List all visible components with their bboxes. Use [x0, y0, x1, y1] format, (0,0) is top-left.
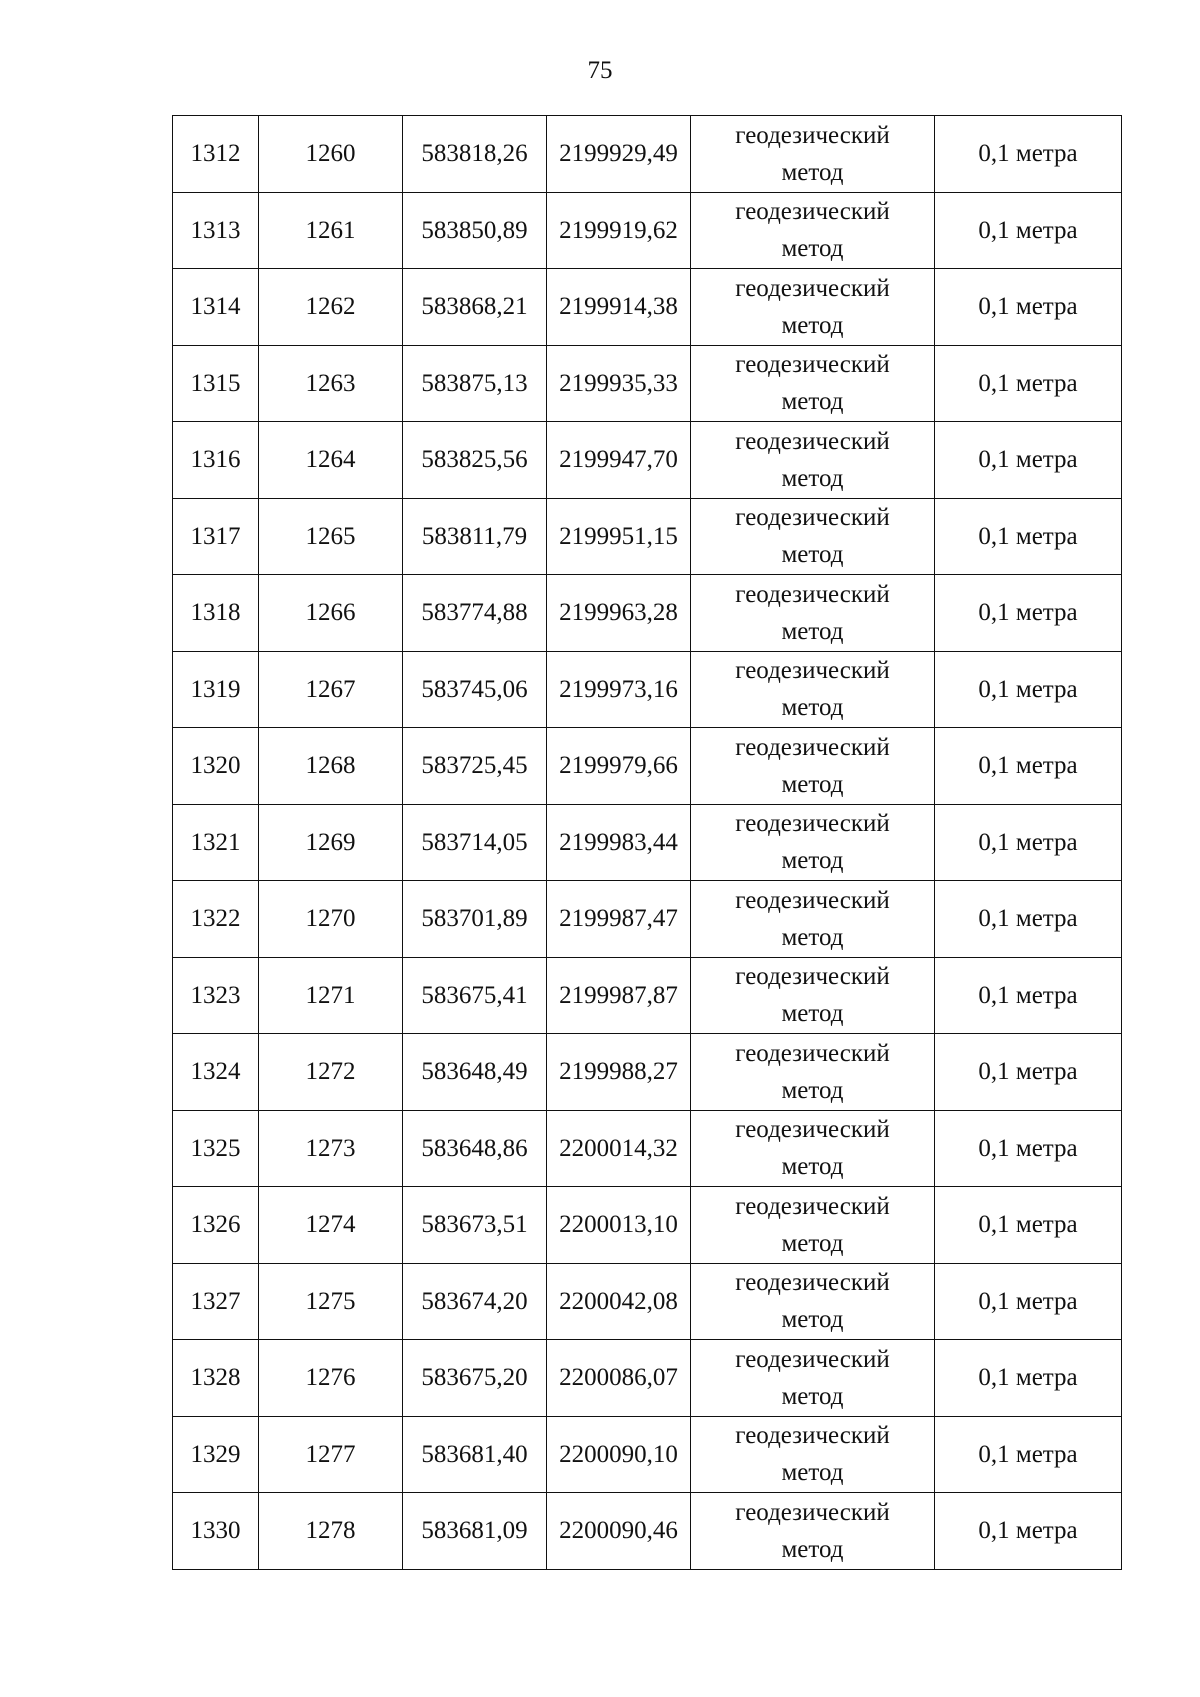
x-coordinate-cell: 583825,56 [403, 422, 547, 499]
prev-number-cell: 1272 [259, 1034, 403, 1111]
method-cell [691, 728, 935, 805]
x-coordinate-cell: 583850,89 [403, 192, 547, 269]
accuracy-cell: 0,1 метра [935, 1416, 1122, 1493]
prev-number-cell: 1261 [259, 192, 403, 269]
x-coordinate-cell: 583745,06 [403, 651, 547, 728]
table-row [173, 269, 1122, 346]
method-text: геодезический метод [735, 198, 890, 263]
method-cell [691, 498, 935, 575]
method-text: геодезический метод [735, 1345, 890, 1410]
method-text: геодезический метод [735, 657, 890, 722]
x-coordinate-cell: 583701,89 [403, 881, 547, 958]
method-text: геодезический метод [735, 1192, 890, 1257]
x-coordinate-cell: 583648,86 [403, 1110, 547, 1187]
method-text: геодезический метод [735, 1422, 890, 1487]
x-coordinate-cell: 583818,26 [403, 116, 547, 193]
point-number-cell: 1318 [173, 575, 259, 652]
method-text: геодезический метод [735, 886, 890, 951]
y-coordinate-cell: 2199983,44 [547, 804, 691, 881]
table-row [173, 575, 1122, 652]
method-cell [691, 1340, 935, 1417]
accuracy-cell: 0,1 метра [935, 498, 1122, 575]
y-coordinate-cell: 2199963,28 [547, 575, 691, 652]
y-coordinate-cell: 2199951,15 [547, 498, 691, 575]
prev-number-cell: 1270 [259, 881, 403, 958]
table-row [173, 804, 1122, 881]
prev-number-cell: 1278 [259, 1493, 403, 1570]
x-coordinate-cell: 583681,09 [403, 1493, 547, 1570]
accuracy-cell: 0,1 метра [935, 651, 1122, 728]
accuracy-cell: 0,1 метра [935, 116, 1122, 193]
method-cell [691, 957, 935, 1034]
method-text: геодезический метод [735, 274, 890, 339]
point-number-cell: 1329 [173, 1416, 259, 1493]
x-coordinate-cell: 583674,20 [403, 1263, 547, 1340]
method-text: геодезический метод [735, 1116, 890, 1181]
method-text: геодезический метод [735, 580, 890, 645]
accuracy-cell: 0,1 метра [935, 881, 1122, 958]
point-number-cell: 1320 [173, 728, 259, 805]
table-row [173, 192, 1122, 269]
table-row [173, 422, 1122, 499]
method-text: геодезический метод [735, 1269, 890, 1334]
point-number-cell: 1314 [173, 269, 259, 346]
x-coordinate-cell: 583875,13 [403, 345, 547, 422]
table-row [173, 957, 1122, 1034]
prev-number-cell: 1274 [259, 1187, 403, 1264]
accuracy-cell: 0,1 метра [935, 575, 1122, 652]
prev-number-cell: 1262 [259, 269, 403, 346]
x-coordinate-cell: 583681,40 [403, 1416, 547, 1493]
table-row [173, 1493, 1122, 1570]
prev-number-cell: 1260 [259, 116, 403, 193]
table-row [173, 345, 1122, 422]
point-number-cell: 1327 [173, 1263, 259, 1340]
y-coordinate-cell: 2199914,38 [547, 269, 691, 346]
method-cell [691, 345, 935, 422]
coordinates-table [172, 115, 1122, 1570]
table-row [173, 1110, 1122, 1187]
point-number-cell: 1319 [173, 651, 259, 728]
accuracy-cell: 0,1 метра [935, 1187, 1122, 1264]
prev-number-cell: 1271 [259, 957, 403, 1034]
method-text: геодезический метод [735, 427, 890, 492]
method-text: геодезический метод [735, 963, 890, 1028]
table-row [173, 1340, 1122, 1417]
method-text: геодезический метод [735, 733, 890, 798]
prev-number-cell: 1263 [259, 345, 403, 422]
prev-number-cell: 1277 [259, 1416, 403, 1493]
y-coordinate-cell: 2200090,10 [547, 1416, 691, 1493]
method-cell [691, 804, 935, 881]
accuracy-cell: 0,1 метра [935, 1034, 1122, 1111]
table-body [173, 116, 1122, 1570]
method-cell [691, 575, 935, 652]
x-coordinate-cell: 583868,21 [403, 269, 547, 346]
prev-number-cell: 1266 [259, 575, 403, 652]
y-coordinate-cell: 2200086,07 [547, 1340, 691, 1417]
x-coordinate-cell: 583714,05 [403, 804, 547, 881]
accuracy-cell: 0,1 метра [935, 1493, 1122, 1570]
prev-number-cell: 1275 [259, 1263, 403, 1340]
method-text: геодезический метод [735, 351, 890, 416]
method-cell [691, 1187, 935, 1264]
method-text: геодезический метод [735, 810, 890, 875]
point-number-cell: 1317 [173, 498, 259, 575]
method-cell [691, 651, 935, 728]
x-coordinate-cell: 583673,51 [403, 1187, 547, 1264]
y-coordinate-cell: 2199979,66 [547, 728, 691, 805]
table-row [173, 728, 1122, 805]
prev-number-cell: 1276 [259, 1340, 403, 1417]
point-number-cell: 1324 [173, 1034, 259, 1111]
prev-number-cell: 1273 [259, 1110, 403, 1187]
accuracy-cell: 0,1 метра [935, 957, 1122, 1034]
x-coordinate-cell: 583725,45 [403, 728, 547, 805]
y-coordinate-cell: 2199935,33 [547, 345, 691, 422]
x-coordinate-cell: 583811,79 [403, 498, 547, 575]
y-coordinate-cell: 2199919,62 [547, 192, 691, 269]
method-text: геодезический метод [735, 121, 890, 186]
table-row [173, 498, 1122, 575]
point-number-cell: 1316 [173, 422, 259, 499]
y-coordinate-cell: 2200090,46 [547, 1493, 691, 1570]
method-cell [691, 1034, 935, 1111]
table-row [173, 881, 1122, 958]
point-number-cell: 1313 [173, 192, 259, 269]
point-number-cell: 1325 [173, 1110, 259, 1187]
method-cell [691, 192, 935, 269]
x-coordinate-cell: 583648,49 [403, 1034, 547, 1111]
prev-number-cell: 1265 [259, 498, 403, 575]
method-text: геодезический метод [735, 1498, 890, 1563]
prev-number-cell: 1269 [259, 804, 403, 881]
point-number-cell: 1321 [173, 804, 259, 881]
y-coordinate-cell: 2199987,47 [547, 881, 691, 958]
y-coordinate-cell: 2199929,49 [547, 116, 691, 193]
accuracy-cell: 0,1 метра [935, 345, 1122, 422]
x-coordinate-cell: 583675,20 [403, 1340, 547, 1417]
table-row [173, 1416, 1122, 1493]
y-coordinate-cell: 2199973,16 [547, 651, 691, 728]
accuracy-cell: 0,1 метра [935, 192, 1122, 269]
x-coordinate-cell: 583774,88 [403, 575, 547, 652]
accuracy-cell: 0,1 метра [935, 728, 1122, 805]
point-number-cell: 1330 [173, 1493, 259, 1570]
method-cell [691, 1110, 935, 1187]
table-row [173, 1034, 1122, 1111]
method-cell [691, 1493, 935, 1570]
prev-number-cell: 1268 [259, 728, 403, 805]
y-coordinate-cell: 2200042,08 [547, 1263, 691, 1340]
y-coordinate-cell: 2200014,32 [547, 1110, 691, 1187]
y-coordinate-cell: 2199947,70 [547, 422, 691, 499]
point-number-cell: 1315 [173, 345, 259, 422]
method-text: геодезический метод [735, 1039, 890, 1104]
accuracy-cell: 0,1 метра [935, 1263, 1122, 1340]
method-cell [691, 422, 935, 499]
table-row [173, 651, 1122, 728]
table-row [173, 1263, 1122, 1340]
accuracy-cell: 0,1 метра [935, 1110, 1122, 1187]
point-number-cell: 1322 [173, 881, 259, 958]
accuracy-cell: 0,1 метра [935, 422, 1122, 499]
table-row [173, 116, 1122, 193]
prev-number-cell: 1267 [259, 651, 403, 728]
method-cell [691, 881, 935, 958]
point-number-cell: 1326 [173, 1187, 259, 1264]
method-cell [691, 1416, 935, 1493]
y-coordinate-cell: 2199988,27 [547, 1034, 691, 1111]
accuracy-cell: 0,1 метра [935, 1340, 1122, 1417]
table-row [173, 1187, 1122, 1264]
accuracy-cell: 0,1 метра [935, 269, 1122, 346]
point-number-cell: 1312 [173, 116, 259, 193]
method-text: геодезический метод [735, 504, 890, 569]
accuracy-cell: 0,1 метра [935, 804, 1122, 881]
prev-number-cell: 1264 [259, 422, 403, 499]
method-cell [691, 269, 935, 346]
page-number: 75 [587, 57, 613, 84]
point-number-cell: 1323 [173, 957, 259, 1034]
method-cell [691, 1263, 935, 1340]
x-coordinate-cell: 583675,41 [403, 957, 547, 1034]
y-coordinate-cell: 2200013,10 [547, 1187, 691, 1264]
method-cell [691, 116, 935, 193]
y-coordinate-cell: 2199987,87 [547, 957, 691, 1034]
point-number-cell: 1328 [173, 1340, 259, 1417]
